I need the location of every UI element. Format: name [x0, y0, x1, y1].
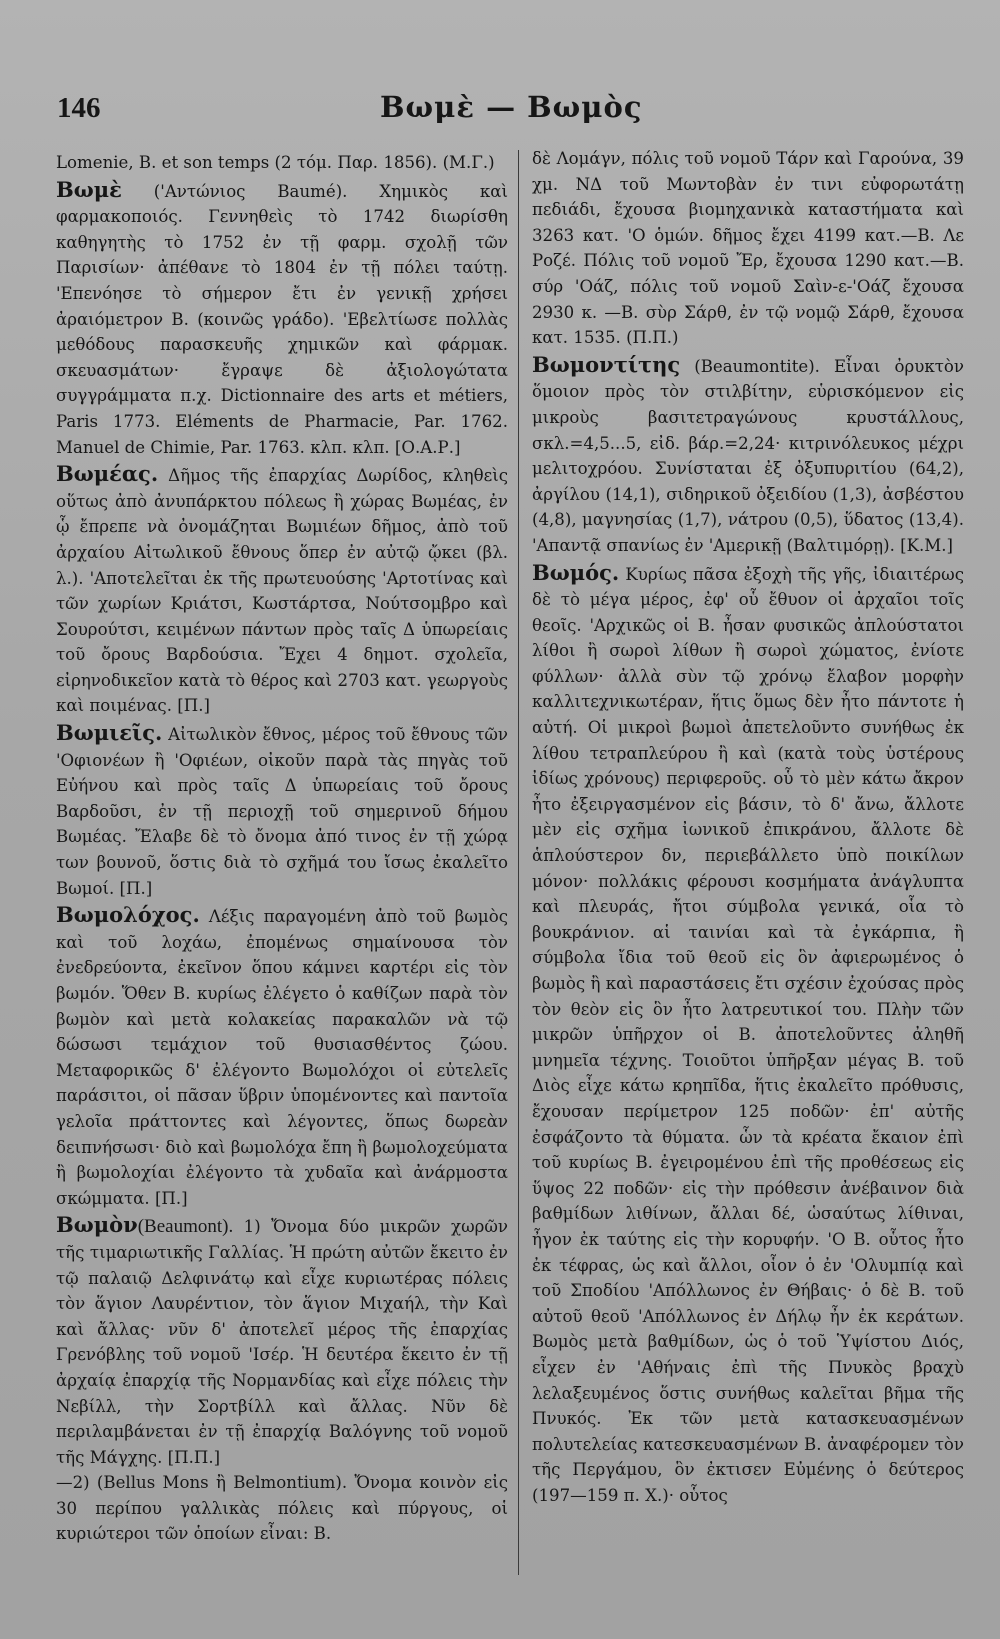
- entry-vomieis: [56, 720, 508, 901]
- entry-text: Κυρίως πᾶσα ἐξοχὴ τῆς γῆς, ἰδιαιτέρως δὲ τὸ μέγα μέρος, ἐφ' οὗ ἔθυον οἱ ἀρχαῖοι τοῖς θεοῖς. 'Αρχικῶς οἱ Β. ἦσαν φυσικῶς ἀπλούστατοι λίθοι ἢ σωροὶ λίθων ἢ σωροὶ χώματος, ἐνίοτε φύλλων· ἀλλὰ σὺν τῷ χρόνῳ ἔλαβον μορφὴν καλλιτεχνικωτέραν, ἥτις ὅμως δὲν ἦτο πάντοτε ἡ αὐτή. Οἱ μικροὶ βωμοὶ ἀπετελοῦντο συνήθως ἐκ λίθου τετραπλεύρου ἢ καὶ (κατὰ τοὺς ὑστέρους ἰδίως χρόνους) περιφεροῦς. οὗ τὸ μὲν κάτω ἄκρον ἦτο ἐξειργασμένον εἰς βάσιν, τὸ δ' ἄνω, ἄλλοτε μὲν εἰς σχῆμα ἰωνικοῦ ἐπικράνου, ἄλλοτε δὲ ἁπλούστερον δν, περιεβάλλετο ὑπὸ ποικίλων μόνον· πολλάκις φέρουσι κοσμήματα ἀνάγλυπτα καὶ πλευράς, ἤτοι σύμβολα γενικά, οἷα τὸ βουκράνιον. αἱ ταινίαι καὶ τὰ ἐγκάρπια, ἢ σύμβολα ἴδια τοῦ θεοῦ εἰς ὃν ἀφιερωμένος ὁ βωμὸς ἢ καὶ παραστάσεις ἔτι σχέσιν ἐχούσας πρὸς τὸν θεὸν εἰς ὃν ἦτο λατρευτικοί του. Πλὴν τῶν μικρῶν ὑπῆρχον οἱ Β. ἀποτελοῦντες ἀληθῆ μνημεῖα τέχνης. Τοιοῦτοι ὑπῆρξαν μέγας Β. τοῦ Διὸς εἶχε κάτω κρηπῖδα, ἥτις ἐκαλεῖτο πρόθυσις, ἔχουσαν περίμετρον 125 ποδῶν· ἐπ' αὐτῆς ἐσφάζοντο τὰ θύματα. ὧν τὰ κρέατα ἔκαιον ἐπὶ τοῦ κυρίως Β. ἐγειρομένου ἐπὶ τῆς προθέσεως εἰς ὕψος 22 ποδῶν· εἰς τὴν πρόθεσιν ἀνέβαινον διὰ βαθμίδων λιθίνων, ἄλλαι δέ, ὡσαύτως λίθιναι, ἦγον ἐκ ταύτης εἰς τὴν κορυφήν. 'Ο Β. οὗτος ἦτο ἐκ τέφρας, ὡς καὶ ἄλλοι, οἷον ὁ ἐν 'Ολυμπίᾳ καὶ τοῦ Σποδίου 'Απόλλωνος ἐν Θήβαις· ὁ δὲ Β. τοῦ αὐτοῦ θεοῦ 'Απόλλωνος ἐν Δήλῳ ἦν ἐκ κεράτων. Βωμὸς μετὰ βαθμίδων, ὡς ὁ τοῦ Ὑψίστου Διός, εἶχεν ἐν 'Αθήναις ἐπὶ τῆς Πνυκὸς βραχὺ λελαξευμένος ὅστις συνήθως καλεῖται βῆμα τῆς Πνυκός. Ἐκ τῶν μετὰ κατασκευασμένων πολυτελείας κατεσκευασμένων Β. ἀναφέρομεν τὸν τῆς Περγάμου, ὃν ἐκτισεν Εὐμένης ὁ δεύτερος (197—159 π. Χ.)· οὗτος: [532, 564, 964, 1505]
- entry-text: Λέξις παραγομένη ἀπὸ τοῦ βωμὸς καὶ τοῦ λοχάω, ἐπομένως σημαίνουσα τὸν ἐνεδρεύοντα, ἐκεῖνον ὅπου κάμνει καρτέρι εἰς τὸν βωμόν. Ὅθεν Β. κυρίως ἐλέγετο ὁ καθίζων παρὰ τὸν βωμὸν καὶ μετὰ κολακείας παρακαλῶν νὰ τῷ δώσωσι τεμάχιον τοῦ θυσιασθέντος ζώου. Μεταφορικῶς δ' ἐλέγοντο Βωμολόχοι οἱ εὐτελεῖς παράσιτοι, οἱ πᾶσαν ὕβριν ὑπομένοντες καὶ παντοῖα γελοῖα πράττοντες καὶ λέγοντες, ὅπως δωρεὰν δειπνήσωσι· διὸ καὶ βωμολόχα ἔπη ἢ βωμολοχεύματα ἢ βωμολοχίαι ἐλέγοντο τὰ χυδαῖα καὶ ἀνάρμοστα σκώμματα. [Π.]: [56, 907, 508, 1208]
- entry-vomeas: [56, 461, 508, 719]
- entry-vomontitis: [532, 352, 964, 559]
- entry-headword: Βωμοντίτης: [532, 351, 681, 377]
- entry-vomolochos: [56, 902, 508, 1211]
- entry-latin-name: (Beaumont).: [137, 1216, 234, 1238]
- entry-text: 1) Ὄνομα δύο μικρῶν χωρῶν τῆς τιμαριωτικῆς Γαλλίας. Ἡ πρώτη αὐτῶν ἔκειτο ἐν τῷ παλαιῷ Δελφινάτῳ καὶ εἶχε κυριωτέρας πόλεις τὸν ἅγιον Λαυρέντιον, τὸν ἅγιον Μιχαήλ, τὴν Καὶ καὶ ἄλλας· νῦν δ' ἀποτελεῖ μέρος τῆς ἐπαρχίας Γρενόβλης τοῦ νομοῦ 'Ισέρ. Ἡ δευτέρα ἔκειτο ἐν τῇ ἀρχαίᾳ ἐπαρχίᾳ τῆς Νορμανδίας καὶ εἶχε πόλεις τὴν Νεβίλλ, τὴν Σορτβίλλ καὶ ἄλλας. Νῦν δὲ περιλαμβάνεται ἐν τῇ ἐπαρχίᾳ Βαλόγνης τοῦ νομοῦ τῆς Μάγχης. [Π.Π.]: [56, 1217, 508, 1467]
- entry-headword: Βωμὸν: [56, 1212, 138, 1238]
- entry-text: Lomenie, B. et son temps (2 τόμ. Παρ. 1856). (Μ.Γ.): [56, 153, 495, 172]
- entry-subsection: —2) (Bellus Mons ἢ Belmontium). Ὄνομα κοινὸν εἰς 30 περίπου γαλλικὰς πόλεις καὶ πύργους, οἱ κυριώτεροι τῶν ὁποίων εἶναι: Β.: [56, 1473, 508, 1544]
- entry-text: (Beaumontite). Εἶναι ὀρυκτὸν ὅμοιον πρὸς τὸν στιλβίτην, εὑρισκόμενον εἰς μικροὺς βασιτετραγώνους κρυστάλλους, σκλ.=4,5...5, εἰδ. βάρ.=2,24· κιτρινόλευκος μέχρι μελιτοχρόου. Συνίσταται ἐξ ὀξυπυριτίου (64,2), ἀργίλου (14,1), σιδηρικοῦ ὀξειδίου (1,3), ἀσβέστου (4,8), μαγνησίας (1,7), νάτρου (0,5), ὕδατος (13,4). 'Απαντᾷ σπανίως ἐν 'Αμερικῇ (Βαλτιμόρῃ). [Κ.Μ.]: [532, 356, 964, 555]
- entry-headword: Βωμέας.: [56, 461, 159, 487]
- entry-baume: [56, 177, 508, 461]
- entry-text: Δῆμος τῆς ἐπαρχίας Δωρίδος, κληθεὶς οὕτως ἀπὸ ἀνυπάρκτου πόλεως ἢ χώρας Βωμέας, ἐν ᾧ ἔπρεπε νὰ ὀνομάζηται Βωμιέων δῆμος, ἀπὸ τοῦ ἀρχαίου Αἰτωλικοῦ ἔθνους ὅπερ ἐν αὐτῷ ᾤκει (βλ. λ.). 'Αποτελεῖται ἐκ τῆς πρωτευούσης 'Αρτοτίνας καὶ τῶν χωρίων Κριάτσι, Κωστάρτσα, Νούτσομβρο καὶ Σουρούτσι, κειμένων πάντων πρὸς ταῖς Δ ὑπωρείαις τοῦ ὄρους Βαρδούσια. Ἔχει 4 δημοτ. σχολεῖα, εἰρηνοδικεῖον κατὰ τὸ θέρος καὶ 2703 κατ. γεωργοὺς καὶ ποιμένας. [Π.]: [56, 466, 508, 716]
- entry-headword: Βωμός.: [532, 559, 620, 585]
- entry-headword: Βωμιεῖς.: [56, 720, 163, 746]
- entry-text: ('Αντώνιος Baumé). Χημικὸς καὶ φαρμακοποιός. Γεννηθεὶς τὸ 1742 διωρίσθη καθηγητὴς τὸ 1752 ἐν τῇ φαρμ. σχολῇ τῶν Παρισίων· ἀπέθανε τὸ 1804 ἐν τῇ πόλει ταύτῃ. 'Επενόησε τὸ σήμερον ἔτι ἐν γενικῇ χρήσει ἀραιόμετρον Β. (κοινῶς γράδο). 'Εβελτίωσε πολλὰς μεθόδους παρασκευῆς χημικῶν καὶ φάρμακ. σκευασμάτων· ἔγραψε δὲ ἀξιολογώτατα συγγράμματα π.χ. Dictionnaire des arts et métiers, Paris 1773. Eléments de Pharmacie, Par. 1762. Manuel de Chimie, Par. 1763. κλπ. κλπ. [Ο.Α.Ρ.]: [56, 181, 508, 457]
- page-number: 146: [57, 92, 101, 124]
- entry-vomos: [532, 560, 964, 1509]
- entry-continuation: [532, 146, 964, 351]
- entry-text: Αἰτωλικὸν ἔθνος, μέρος τοῦ ἔθνους τῶν 'Οφιονέων ἢ 'Οφιέων, οἰκοῦν παρὰ τὰς πηγὰς τοῦ Εὐήνου καὶ πρὸς ταῖς Δ ὑπωρείαις τοῦ ὄρους Βαρδοῦσι, ἐν τῇ περιοχῇ τοῦ σημερινοῦ δήμου Βωμέας. Ἔλαβε δὲ τὸ ὄνομα ἀπό τινος ἐν τῇ χώρᾳ των βουνοῦ, ὅστις διὰ τὸ σχῆμά του ἴσως ἐκαλεῖτο Βωμοί. [Π.]: [56, 725, 508, 898]
- column-divider: [518, 150, 519, 1575]
- entry-headword: Βωμὲ: [56, 176, 122, 202]
- running-head: Βωμὲ — Βωμὸς: [380, 90, 643, 124]
- left-column: [56, 150, 508, 1548]
- entry-text: δὲ Λομάγν, πόλις τοῦ νομοῦ Τάρν καὶ Γαρούνα, 39 χμ. ΝΔ τοῦ Μωντοβὰν ἐν τινι εὐφορωτάτῃ πεδιάδι, ἔχουσα βιομηχανικὰ καταστήματα καὶ 3263 κατ. 'Ο ὁμών. δῆμος ἔχει 4199 κατ.—Β. Λε Ροζέ. Πόλις τοῦ νομοῦ Ἔρ, ἔχουσα 1290 κατ.—Β. σύρ 'Οάζ, πόλις τοῦ νομοῦ Σαὶν-ε-'Οάζ ἔχουσα 2930 κ. —Β. σὺρ Σάρθ, ἐν τῷ νομῷ Σάρθ, ἔχουσα κατ. 1535. (Π.Π.): [532, 149, 964, 348]
- right-column: [532, 146, 964, 1509]
- entry-headword: Βωμολόχος.: [56, 902, 200, 928]
- entry-continuation: [56, 150, 508, 176]
- entry-vomon: [56, 1212, 508, 1547]
- page-header: [0, 92, 1000, 132]
